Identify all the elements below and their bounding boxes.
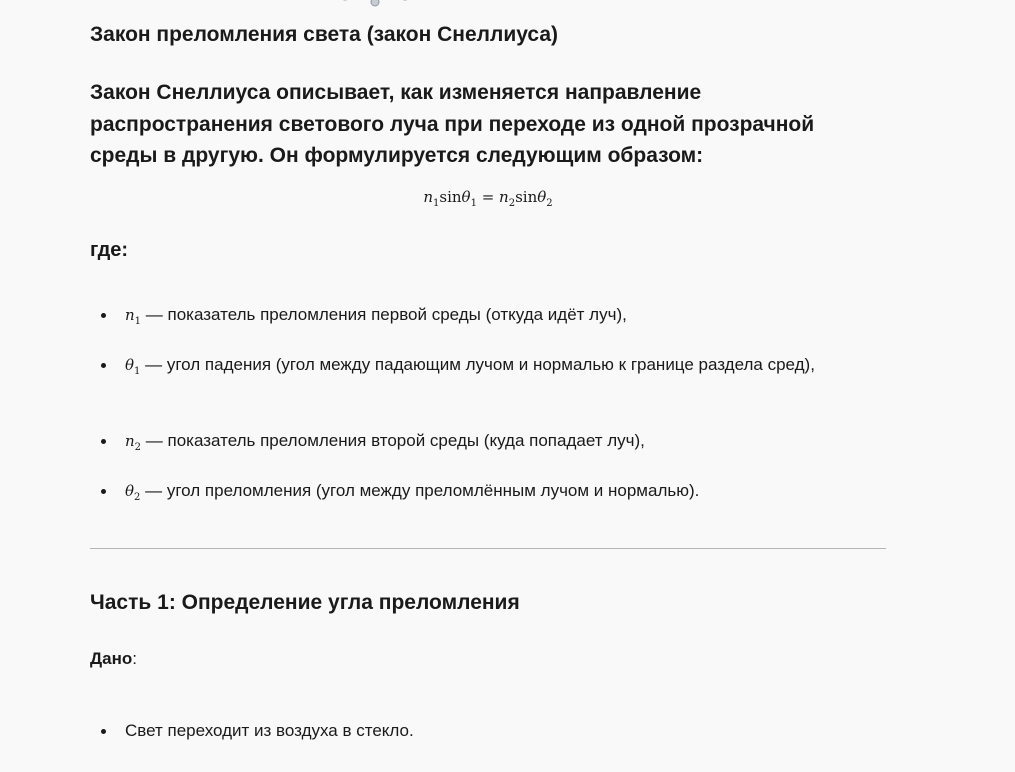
- given-colon: :: [132, 649, 137, 668]
- symbol-n1: [125, 306, 142, 327]
- definition-text: — угол преломления (угол между преломлённым лучом и нормалью).: [140, 481, 700, 500]
- list-item: [125, 301, 825, 335]
- symbol-letter: θ: [125, 356, 135, 374]
- formula-n2-sub: 2: [508, 198, 516, 209]
- symbol-letter: n: [125, 306, 135, 324]
- formula-theta2: θ: [537, 188, 547, 206]
- given-label: [90, 646, 137, 672]
- formula-sin2: sin: [515, 188, 538, 206]
- given-label-text: Дано: [90, 649, 133, 668]
- intro-paragraph: Закон Снеллиуса описывает, как изменяется направление распространения светового луча при переходе из одной прозрачной среды в другую. Он формулируется следующим образом:: [90, 81, 815, 167]
- definition-text: — показатель преломления первой среды (откуда идёт луч),: [141, 305, 627, 324]
- formula-theta1: θ: [461, 188, 471, 206]
- where-heading: где:: [90, 239, 129, 261]
- symbol-sub: 1: [134, 316, 142, 327]
- symbol-n2: [125, 432, 142, 453]
- snell-formula: [90, 185, 886, 216]
- formula-equals: =: [476, 188, 500, 206]
- symbol-sub: 2: [134, 492, 141, 503]
- list-item: [125, 477, 825, 511]
- definition-text: — показатель преломления второй среды (куда попадает луч),: [141, 431, 645, 450]
- list-item: [125, 427, 825, 461]
- formula-n2: n: [499, 188, 509, 206]
- list-item: Свет переходит из воздуха в стекло.: [125, 717, 825, 744]
- formula-n1-sub: 1: [433, 198, 440, 209]
- symbol-theta2: [125, 482, 141, 503]
- part-title: Часть 1: Определение угла преломления: [90, 591, 520, 614]
- formula-sin1: sin: [439, 188, 462, 206]
- symbol-sub: 2: [134, 442, 142, 453]
- symbol-letter: θ: [125, 482, 135, 500]
- list-item: [125, 351, 825, 385]
- formula-n1: n: [423, 188, 433, 206]
- section-title: Закон преломления света (закон Снеллиуса): [90, 23, 558, 46]
- definition-text: — угол падения (угол между падающим лучом и нормалью к границе раздела сред),: [140, 355, 815, 374]
- formula-theta2-sub: 2: [546, 198, 553, 209]
- symbol-sub: 1: [134, 366, 141, 377]
- symbol-theta1: [125, 356, 141, 377]
- formula-theta1-sub: 1: [470, 198, 477, 209]
- symbol-letter: n: [125, 432, 135, 450]
- molecule-graphic: [330, 0, 430, 14]
- section-divider: [90, 548, 886, 549]
